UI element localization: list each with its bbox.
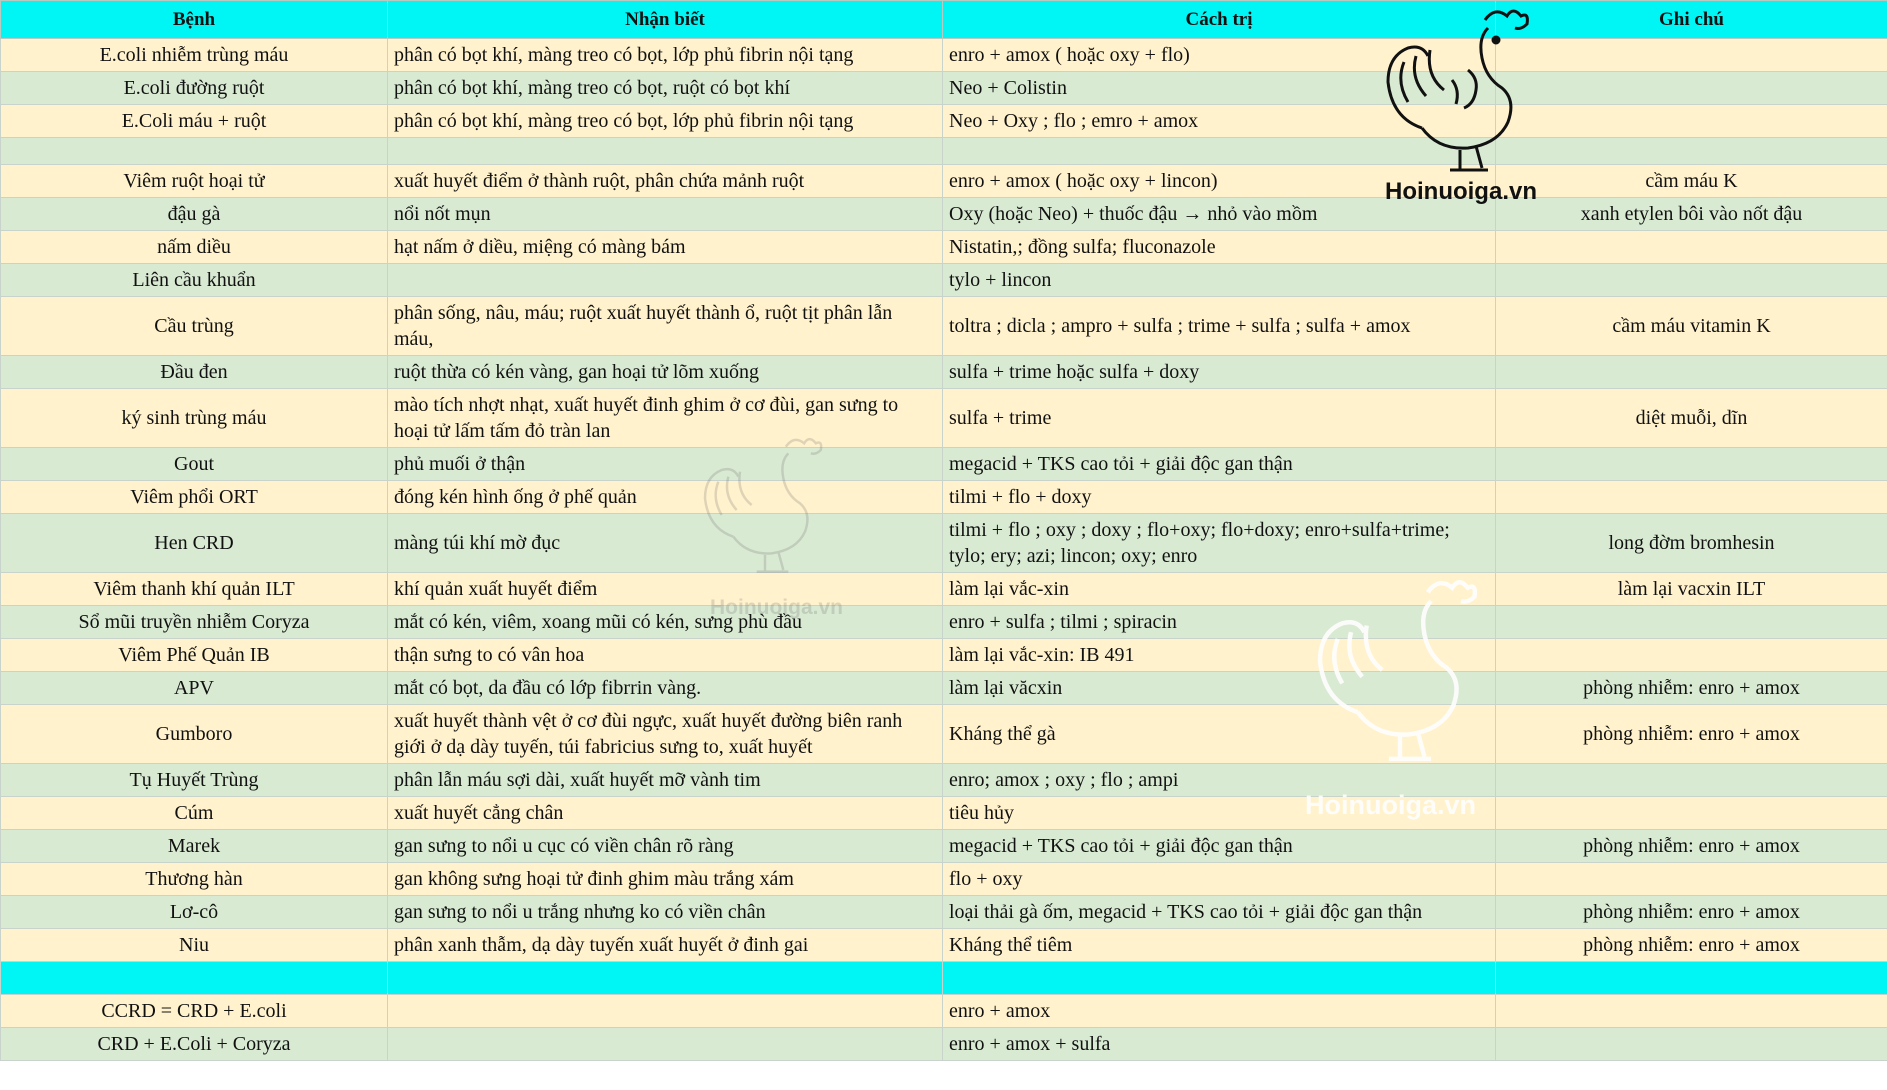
cell-nhan-biet: phân lẫn máu sợi dài, xuất huyết mỡ vành tim xyxy=(388,764,943,797)
cell-ghi-chu xyxy=(1496,606,1887,639)
cell-ghi-chu xyxy=(1496,481,1887,514)
cell-cach-tri: megacid + TKS cao tỏi + giải độc gan thận xyxy=(943,448,1496,481)
cell-cach-tri: enro + amox ( hoặc oxy + flo) xyxy=(943,39,1496,72)
table-row xyxy=(1,198,1887,231)
table-row xyxy=(1,672,1887,705)
cell-ghi-chu: cầm máu K xyxy=(1496,165,1887,198)
cell-nhan-biet: đóng kén hình ống ở phế quản xyxy=(388,481,943,514)
table-row xyxy=(1,863,1887,896)
cell-benh: nấm diều xyxy=(1,231,388,264)
cell-benh: Niu xyxy=(1,929,388,962)
cell-nhan-biet xyxy=(388,264,943,297)
cell-nhan-biet xyxy=(388,995,943,1028)
table-row xyxy=(1,231,1887,264)
cell-nhan-biet: mắt có bọt, da đầu có lớp fibrrin vàng. xyxy=(388,672,943,705)
cell-cach-tri: làm lại văcxin xyxy=(943,672,1496,705)
cell-nhan-biet: phân sống, nâu, máu; ruột xuất huyết thành ổ, ruột tịt phân lẫn máu, xyxy=(388,297,943,356)
cell-ghi-chu xyxy=(1496,231,1887,264)
cell-nhan-biet xyxy=(388,138,943,165)
table-row xyxy=(1,1028,1887,1061)
cell-nhan-biet: gan sưng to nổi u cục có viền chân rõ ràng xyxy=(388,830,943,863)
table-row xyxy=(1,639,1887,672)
table-row xyxy=(1,606,1887,639)
table-row xyxy=(1,72,1887,105)
cell-nhan-biet: ruột thừa có kén vàng, gan hoại tử lõm xuống xyxy=(388,356,943,389)
table-row xyxy=(1,764,1887,797)
cell-cach-tri: tiêu hủy xyxy=(943,797,1496,830)
cell-cach-tri: sulfa + trime xyxy=(943,389,1496,448)
cell-cach-tri: Nistatin,; đồng sulfa; fluconazole xyxy=(943,231,1496,264)
cell-benh xyxy=(1,962,388,995)
cell-ghi-chu xyxy=(1496,264,1887,297)
cell-benh: Tụ Huyết Trùng xyxy=(1,764,388,797)
cell-cach-tri: loại thải gà ốm, megacid + TKS cao tỏi + giải độc gan thận xyxy=(943,896,1496,929)
cell-ghi-chu: phòng nhiễm: enro + amox xyxy=(1496,705,1887,764)
cell-benh: E.coli nhiễm trùng máu xyxy=(1,39,388,72)
cell-cach-tri: Kháng thể gà xyxy=(943,705,1496,764)
cell-cach-tri: làm lại vắc-xin xyxy=(943,573,1496,606)
cell-nhan-biet: nổi nốt mụn xyxy=(388,198,943,231)
cell-benh: Đầu đen xyxy=(1,356,388,389)
cell-benh xyxy=(1,138,388,165)
cell-nhan-biet: xuất huyết thành vệt ở cơ đùi ngực, xuất huyết đường biên ranh giới ở dạ dày tuyến, túi fabricius sưng to, xuất huyết xyxy=(388,705,943,764)
cell-ghi-chu xyxy=(1496,105,1887,138)
cell-cach-tri: toltra ; dicla ; ampro + sulfa ; trime + sulfa ; sulfa + amox xyxy=(943,297,1496,356)
cell-nhan-biet: gan không sưng hoại tử đinh ghim màu trắng xám xyxy=(388,863,943,896)
header-benh: Bệnh xyxy=(1,1,388,39)
cell-ghi-chu: diệt muỗi, dĩn xyxy=(1496,389,1887,448)
table-row xyxy=(1,995,1887,1028)
cell-nhan-biet: thận sưng to có vân hoa xyxy=(388,639,943,672)
cell-ghi-chu: long đờm bromhesin xyxy=(1496,514,1887,573)
cell-nhan-biet: màng túi khí mờ đục xyxy=(388,514,943,573)
table-row xyxy=(1,573,1887,606)
table-row xyxy=(1,356,1887,389)
cell-benh: APV xyxy=(1,672,388,705)
header-ghi-chu: Ghi chú xyxy=(1496,1,1887,39)
cell-ghi-chu: xanh etylen bôi vào nốt đậu xyxy=(1496,198,1887,231)
cell-nhan-biet: hạt nấm ở diều, miệng có màng bám xyxy=(388,231,943,264)
cell-benh: Cúm xyxy=(1,797,388,830)
cell-ghi-chu xyxy=(1496,72,1887,105)
table-row xyxy=(1,138,1887,165)
cell-cach-tri: Oxy (hoặc Neo) + thuốc đậu → nhỏ vào mồm xyxy=(943,198,1496,231)
table-row xyxy=(1,448,1887,481)
table-row xyxy=(1,297,1887,356)
cell-nhan-biet: xuất huyết cẳng chân xyxy=(388,797,943,830)
cell-nhan-biet: mắt có kén, viêm, xoang mũi có kén, sưng phù đầu xyxy=(388,606,943,639)
cell-benh: ký sinh trùng máu xyxy=(1,389,388,448)
cell-benh: Cầu trùng xyxy=(1,297,388,356)
cell-benh: Liên cầu khuẩn xyxy=(1,264,388,297)
cell-benh: Viêm phổi ORT xyxy=(1,481,388,514)
cell-ghi-chu xyxy=(1496,962,1887,995)
cell-ghi-chu: phòng nhiễm: enro + amox xyxy=(1496,830,1887,863)
cell-ghi-chu xyxy=(1496,639,1887,672)
cell-ghi-chu: phòng nhiễm: enro + amox xyxy=(1496,929,1887,962)
table-row xyxy=(1,962,1887,995)
cell-benh: Viêm thanh khí quản ILT xyxy=(1,573,388,606)
table-row xyxy=(1,481,1887,514)
cell-cach-tri: Neo + Oxy ; flo ; emro + amox xyxy=(943,105,1496,138)
cell-cach-tri: enro; amox ; oxy ; flo ; ampi xyxy=(943,764,1496,797)
table-row xyxy=(1,264,1887,297)
cell-benh: Hen CRD xyxy=(1,514,388,573)
cell-nhan-biet: phủ muối ở thận xyxy=(388,448,943,481)
cell-ghi-chu xyxy=(1496,448,1887,481)
cell-benh: Viêm ruột hoại tử xyxy=(1,165,388,198)
cell-ghi-chu: phòng nhiễm: enro + amox xyxy=(1496,672,1887,705)
cell-ghi-chu xyxy=(1496,39,1887,72)
cell-benh: Marek xyxy=(1,830,388,863)
cell-nhan-biet xyxy=(388,1028,943,1061)
cell-benh: E.Coli máu + ruột xyxy=(1,105,388,138)
cell-benh: E.coli đường ruột xyxy=(1,72,388,105)
cell-nhan-biet xyxy=(388,962,943,995)
table-row xyxy=(1,514,1887,573)
cell-ghi-chu xyxy=(1496,995,1887,1028)
header-row xyxy=(1,1,1887,39)
cell-cach-tri: enro + sulfa ; tilmi ; spiracin xyxy=(943,606,1496,639)
cell-nhan-biet: xuất huyết điểm ở thành ruột, phân chứa mảnh ruột xyxy=(388,165,943,198)
cell-ghi-chu: làm lại vacxin ILT xyxy=(1496,573,1887,606)
cell-ghi-chu xyxy=(1496,863,1887,896)
watermark-brand-center: Hoinuoiga.vn xyxy=(710,596,843,619)
table-row xyxy=(1,165,1887,198)
watermark-brand-lower: Hoinuoiga.vn xyxy=(1305,790,1476,820)
cell-cach-tri xyxy=(943,962,1496,995)
cell-ghi-chu xyxy=(1496,138,1887,165)
cell-benh: Sổ mũi truyền nhiễm Coryza xyxy=(1,606,388,639)
cell-benh: Gout xyxy=(1,448,388,481)
cell-ghi-chu: phòng nhiễm: enro + amox xyxy=(1496,896,1887,929)
cell-cach-tri xyxy=(943,138,1496,165)
cell-cach-tri: tylo + lincon xyxy=(943,264,1496,297)
cell-benh: Gumboro xyxy=(1,705,388,764)
cell-benh: Viêm Phế Quản IB xyxy=(1,639,388,672)
cell-benh: CRD + E.Coli + Coryza xyxy=(1,1028,388,1061)
cell-benh: Thương hàn xyxy=(1,863,388,896)
cell-nhan-biet: phân có bọt khí, màng treo có bọt, lớp phủ fibrin nội tạng xyxy=(388,105,943,138)
cell-cach-tri: enro + amox ( hoặc oxy + lincon) xyxy=(943,165,1496,198)
cell-cach-tri: tilmi + flo + doxy xyxy=(943,481,1496,514)
cell-nhan-biet: phân có bọt khí, màng treo có bọt, lớp phủ fibrin nội tạng xyxy=(388,39,943,72)
cell-nhan-biet: phân có bọt khí, màng treo có bọt, ruột có bọt khí xyxy=(388,72,943,105)
cell-cach-tri: enro + amox + sulfa xyxy=(943,1028,1496,1061)
table-row xyxy=(1,39,1887,72)
cell-cach-tri: megacid + TKS cao tỏi + giải độc gan thận xyxy=(943,830,1496,863)
cell-ghi-chu xyxy=(1496,764,1887,797)
header-cach-tri: Cách trị xyxy=(943,1,1496,39)
table-row xyxy=(1,830,1887,863)
watermark-brand-top: Hoinuoiga.vn xyxy=(1385,178,1537,205)
cell-cach-tri: sulfa + trime hoặc sulfa + doxy xyxy=(943,356,1496,389)
cell-ghi-chu: cầm máu vitamin K xyxy=(1496,297,1887,356)
cell-cach-tri: Kháng thể tiêm xyxy=(943,929,1496,962)
table-row xyxy=(1,389,1887,448)
table-row xyxy=(1,797,1887,830)
cell-benh: đậu gà xyxy=(1,198,388,231)
cell-nhan-biet: gan sưng to nổi u trắng nhưng ko có viền chân xyxy=(388,896,943,929)
cell-nhan-biet: phân xanh thẫm, dạ dày tuyến xuất huyết ở đinh gai xyxy=(388,929,943,962)
cell-ghi-chu xyxy=(1496,1028,1887,1061)
cell-cach-tri: flo + oxy xyxy=(943,863,1496,896)
table-row xyxy=(1,896,1887,929)
table-row xyxy=(1,105,1887,138)
table-row xyxy=(1,705,1887,764)
cell-cach-tri: enro + amox xyxy=(943,995,1496,1028)
cell-nhan-biet: khí quản xuất huyết điểm xyxy=(388,573,943,606)
header-nhan-biet: Nhận biết xyxy=(388,1,943,39)
cell-benh: Lơ-cô xyxy=(1,896,388,929)
cell-nhan-biet: mào tích nhợt nhạt, xuất huyết đinh ghim ở cơ đùi, gan sưng to hoại tử lấm tấm đỏ tràn lan xyxy=(388,389,943,448)
table-row xyxy=(1,929,1887,962)
cell-ghi-chu xyxy=(1496,356,1887,389)
cell-cach-tri: làm lại vắc-xin: IB 491 xyxy=(943,639,1496,672)
cell-benh: CCRD = CRD + E.coli xyxy=(1,995,388,1028)
cell-cach-tri: Neo + Colistin xyxy=(943,72,1496,105)
cell-ghi-chu xyxy=(1496,797,1887,830)
cell-cach-tri: tilmi + flo ; oxy ; doxy ; flo+oxy; flo+doxy; enro+sulfa+trime; tylo; ery; azi; lincon; oxy; enro xyxy=(943,514,1496,573)
